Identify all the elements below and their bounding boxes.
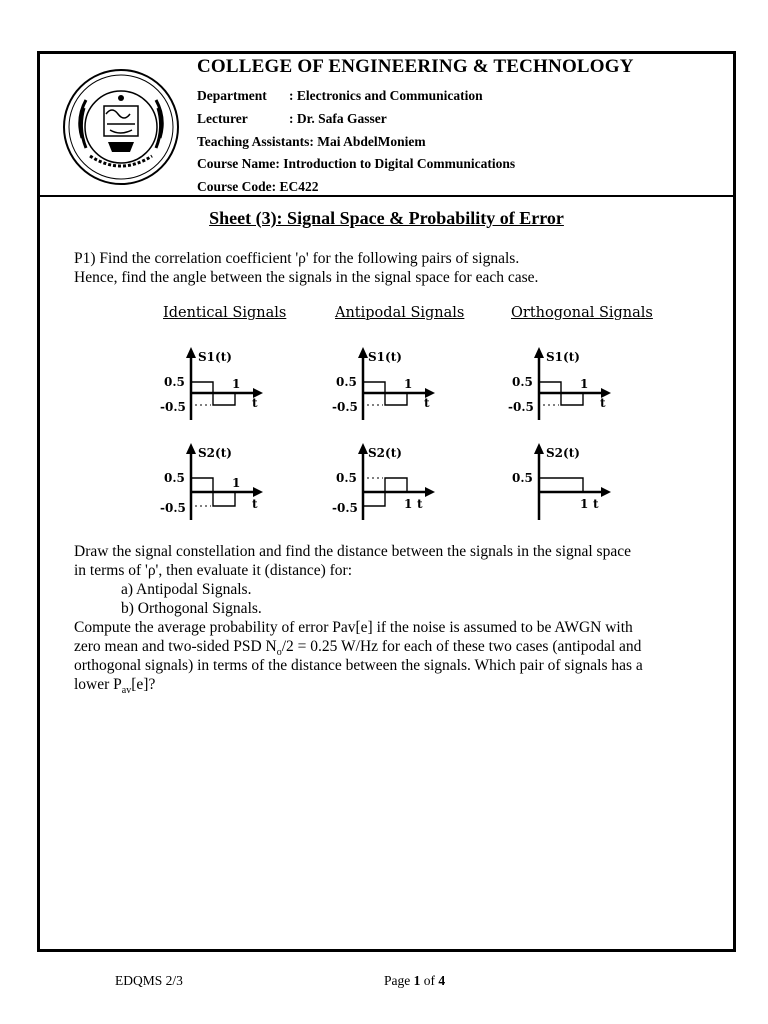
- antipodal-s1-plot: [327, 344, 437, 424]
- department-row: [197, 88, 483, 104]
- orthogonal-s1-plot: [503, 344, 613, 424]
- of-word: of: [423, 973, 435, 988]
- one-tick-label: 1: [404, 377, 413, 391]
- identical-s2-plot: [155, 440, 265, 524]
- part3-line3: orthogonal signals) in terms of the distance between the signals. Which pair of signals has a: [74, 657, 643, 674]
- identical-signals-title: Identical Signals: [163, 305, 287, 321]
- pos-tick-label: 0.5: [336, 471, 357, 485]
- one-tick-label: 1: [404, 497, 413, 511]
- lecturer-label: Lecturer: [197, 111, 248, 126]
- pos-tick-label: 0.5: [164, 375, 185, 389]
- s1-label: S1(t): [546, 350, 580, 364]
- header-block: [40, 54, 733, 197]
- t-axis-label: t: [593, 497, 599, 511]
- part2-line1: Draw the signal constellation and find the distance between the signals in the signal space: [74, 543, 631, 560]
- teaching-assistants-value: Mai AbdelMoniem: [317, 134, 426, 149]
- separator: :: [289, 111, 297, 126]
- part2-item-a: a) Antipodal Signals.: [121, 581, 252, 598]
- department-value: Electronics and Communication: [296, 88, 483, 103]
- s2-label: S2(t): [198, 446, 232, 460]
- university-seal-logo: [62, 68, 180, 186]
- footer-document-code: EDQMS 2/3: [115, 973, 183, 988]
- page-word: Page: [384, 973, 411, 988]
- course-code-value: EC422: [279, 179, 319, 194]
- pos-tick-label: 0.5: [164, 471, 185, 485]
- course-code-label: Course Code: [197, 179, 272, 194]
- course-code-row: [197, 179, 319, 195]
- orthogonal-signals-title: Orthogonal Signals: [511, 305, 653, 321]
- part3-line4-rest: [e]?: [131, 676, 156, 693]
- t-axis-label: t: [252, 497, 258, 511]
- t-axis-label: t: [600, 396, 606, 410]
- neg-tick-label: -0.5: [508, 400, 534, 414]
- separator: :: [275, 156, 284, 171]
- separator: :: [271, 179, 280, 194]
- t-axis-label: t: [417, 497, 423, 511]
- page-frame: [37, 51, 736, 952]
- part3-line4: [74, 675, 155, 700]
- one-tick-label: 1: [580, 377, 589, 391]
- s2-label: S2(t): [546, 446, 580, 460]
- neg-tick-label: -0.5: [332, 400, 358, 414]
- lecturer-row: [197, 111, 387, 127]
- page-total: 4: [438, 973, 446, 988]
- part2-item-b: b) Orthogonal Signals.: [121, 600, 262, 617]
- part3-line2-text: zero mean and two-sided PSD N: [74, 638, 277, 655]
- one-tick-label: 1: [580, 497, 589, 511]
- neg-tick-label: -0.5: [332, 501, 358, 515]
- pos-tick-label: 0.5: [336, 375, 357, 389]
- lecturer-value: Dr. Safa Gasser: [296, 111, 387, 126]
- part3-line2-rest: /2 = 0.25 W/Hz for each of these two cases (antipodal and: [281, 638, 642, 655]
- page-num: 1: [413, 973, 421, 988]
- part3-line4-text: lower P: [74, 676, 122, 693]
- s2-label: S2(t): [368, 446, 402, 460]
- antipodal-s2-plot: [327, 440, 437, 524]
- orthogonal-s2-plot: [503, 440, 613, 524]
- course-name-row: [197, 156, 515, 172]
- s1-label: S1(t): [198, 350, 232, 364]
- separator: :: [289, 88, 297, 103]
- college-name: COLLEGE OF ENGINEERING & TECHNOLOGY: [197, 56, 634, 77]
- sheet-title: Sheet (3): Signal Space & Probability of Error: [209, 208, 564, 228]
- department-label: Department: [197, 88, 267, 103]
- teaching-assistants-row: [197, 134, 426, 150]
- t-axis-label: t: [252, 396, 258, 410]
- teaching-assistants-label: Teaching Assistants:: [197, 134, 314, 149]
- problem1-line2: Hence, find the angle between the signals in the signal space for each case.: [74, 269, 539, 286]
- subscript-o: o: [276, 647, 282, 659]
- t-axis-label: t: [424, 396, 430, 410]
- one-tick-label: 1: [232, 377, 241, 391]
- course-name-value: Introduction to Digital Communications: [283, 156, 516, 171]
- part3-line1: Compute the average probability of error Pav[e] if the noise is assumed to be AWGN with: [74, 619, 633, 636]
- antipodal-signals-title: Antipodal Signals: [335, 305, 465, 321]
- one-tick-label: 1: [232, 476, 241, 490]
- footer-page-number: [384, 973, 445, 989]
- part2-line2: in terms of 'ρ', then evaluate it (distance) for:: [74, 562, 353, 579]
- neg-tick-label: -0.5: [160, 400, 186, 414]
- neg-tick-label: -0.5: [160, 501, 186, 515]
- problem1-line1: P1) Find the correlation coefficient 'ρ' for the following pairs of signals.: [74, 250, 520, 267]
- pos-tick-label: 0.5: [512, 471, 533, 485]
- course-name-label: Course Name: [197, 156, 276, 171]
- s1-label: S1(t): [368, 350, 402, 364]
- subscript-av: av: [121, 685, 132, 697]
- pos-tick-label: 0.5: [512, 375, 533, 389]
- identical-s1-plot: [155, 344, 265, 424]
